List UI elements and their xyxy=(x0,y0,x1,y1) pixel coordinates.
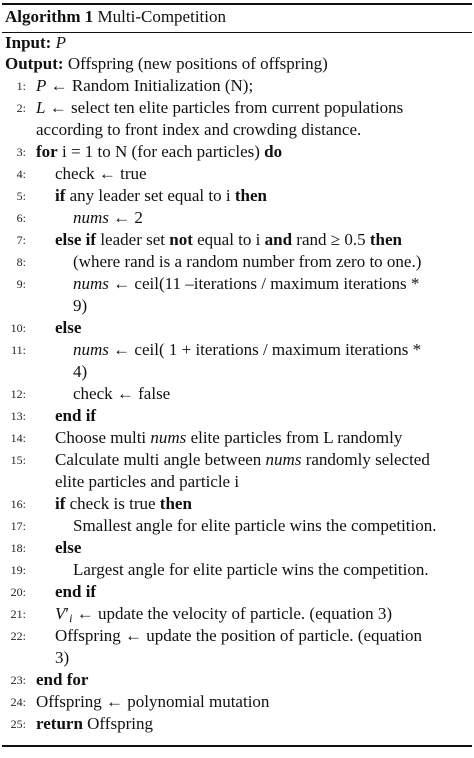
keyword: else xyxy=(55,538,82,557)
line-text xyxy=(36,75,253,97)
line-fragment: ← update the velocity of particle. (equation 3) xyxy=(72,604,393,623)
line-text xyxy=(73,559,429,581)
algorithm-line xyxy=(0,339,474,361)
line-text xyxy=(73,251,421,273)
line-number: 4: xyxy=(16,167,26,181)
line-text xyxy=(55,229,402,251)
line-text xyxy=(55,471,239,493)
keyword: do xyxy=(264,142,283,161)
algorithm-line xyxy=(0,185,474,207)
algorithm-line xyxy=(0,559,474,581)
output-keyword: Output: xyxy=(5,54,64,73)
input-keyword: Input: xyxy=(5,33,52,52)
line-text xyxy=(36,691,269,713)
algorithm-line xyxy=(0,427,474,449)
line-number: 16: xyxy=(10,497,26,511)
algorithm-line xyxy=(0,141,474,163)
line-fragment: 4) xyxy=(73,362,88,381)
keyword: then xyxy=(159,494,192,513)
input-value: P xyxy=(55,33,66,52)
line-fragment: Smallest angle for elite particle wins the competition. xyxy=(73,516,437,535)
line-fragment: according to front index and crowding distance. xyxy=(36,120,362,139)
keyword: else xyxy=(55,318,82,337)
line-number: 22: xyxy=(10,629,26,643)
line-number: 12: xyxy=(10,387,26,401)
keyword: not xyxy=(169,230,193,249)
line-number: 3: xyxy=(16,145,26,159)
line-fragment: nums xyxy=(73,340,109,359)
line-text xyxy=(55,405,96,427)
algorithm-line xyxy=(0,405,474,427)
keyword: if xyxy=(55,494,66,513)
line-number: 18: xyxy=(10,541,26,555)
line-number: 20: xyxy=(10,585,26,599)
line-fragment: Largest angle for elite particle wins the competition. xyxy=(73,560,429,579)
line-text xyxy=(55,449,430,471)
output-value: Offspring (new positions of offspring) xyxy=(67,54,328,73)
line-text xyxy=(55,163,147,185)
line-fragment: ← select ten elite particles from current populations xyxy=(45,98,404,117)
line-text xyxy=(73,383,170,405)
line-number: 7: xyxy=(16,233,26,247)
line-fragment: i = 1 to N (for each particles) xyxy=(57,142,265,161)
line-fragment: V xyxy=(55,604,66,623)
line-fragment: randomly selected xyxy=(301,450,430,469)
keyword: else if xyxy=(55,230,97,249)
line-text xyxy=(55,493,192,515)
line-fragment: Offspring xyxy=(82,714,153,733)
algorithm-line xyxy=(0,449,474,471)
line-text xyxy=(55,647,69,669)
bottom-rule xyxy=(2,745,472,747)
algorithm-line xyxy=(0,295,474,317)
algorithm-line xyxy=(0,251,474,273)
algorithm-line xyxy=(0,383,474,405)
line-text xyxy=(55,537,81,559)
line-fragment: ← ceil( 1 + iterations / maximum iterations * xyxy=(108,340,422,359)
algorithm-line xyxy=(0,669,474,691)
keyword: then xyxy=(369,230,402,249)
keyword: and xyxy=(264,230,293,249)
keyword: then xyxy=(234,186,267,205)
line-text xyxy=(36,119,361,141)
algorithm-line xyxy=(0,691,474,713)
line-fragment: check ← true xyxy=(55,164,147,183)
algorithm-line xyxy=(0,625,474,647)
line-number: 13: xyxy=(10,409,26,423)
algorithm-line xyxy=(0,515,474,537)
line-fragment: Calculate multi angle between xyxy=(55,450,266,469)
line-fragment: nums xyxy=(73,208,109,227)
line-fragment: nums xyxy=(150,428,187,447)
line-number: 19: xyxy=(10,563,26,577)
keyword: end if xyxy=(55,582,97,601)
line-fragment: i xyxy=(69,611,73,625)
line-fragment: ← 2 xyxy=(108,208,143,227)
line-number: 6: xyxy=(16,211,26,225)
line-fragment: ← Random Initialization (N); xyxy=(46,76,254,95)
line-fragment: check is true xyxy=(65,494,160,513)
line-fragment: 9) xyxy=(73,296,88,315)
line-text xyxy=(55,427,402,449)
line-text xyxy=(55,317,81,339)
line-fragment: check ← false xyxy=(73,384,171,403)
algorithm-line xyxy=(0,119,474,141)
line-fragment: nums xyxy=(265,450,302,469)
line-number: 11: xyxy=(11,343,26,357)
line-text xyxy=(73,273,419,295)
line-number: 24: xyxy=(10,695,26,709)
line-fragment: elite particles and particle i xyxy=(55,472,240,491)
line-text xyxy=(55,625,422,647)
line-text xyxy=(73,361,87,383)
line-fragment: Offspring ← polynomial mutation xyxy=(36,692,270,711)
line-number: 8: xyxy=(16,255,26,269)
line-number: 25: xyxy=(10,717,26,731)
output-line xyxy=(5,53,328,75)
algorithm-caption xyxy=(5,6,226,28)
line-fragment: 3) xyxy=(55,648,70,667)
line-text xyxy=(73,295,87,317)
line-text xyxy=(55,581,96,603)
algorithm-label: Algorithm 1 xyxy=(5,7,94,26)
keyword: end if xyxy=(55,406,97,425)
line-fragment: ′ xyxy=(65,604,70,623)
line-fragment: P xyxy=(36,76,47,95)
line-number: 15: xyxy=(10,453,26,467)
line-number: 14: xyxy=(10,431,26,445)
line-fragment: nums xyxy=(73,274,109,293)
algorithm-line xyxy=(0,493,474,515)
line-number: 2: xyxy=(16,101,26,115)
line-fragment: leader set xyxy=(96,230,170,249)
line-number: 9: xyxy=(16,277,26,291)
line-fragment: ← ceil(11 –iterations / maximum iterations * xyxy=(108,274,420,293)
line-text xyxy=(36,713,153,735)
line-text xyxy=(36,669,88,691)
algorithm-lines xyxy=(0,75,474,735)
algorithm-line xyxy=(0,537,474,559)
line-fragment: Offspring ← update the position of particle. (equation xyxy=(55,626,422,645)
input-line xyxy=(5,32,66,54)
line-fragment: equal to i xyxy=(192,230,265,249)
line-number: 23: xyxy=(10,673,26,687)
algorithm-line xyxy=(0,207,474,229)
algorithm-title: Multi-Competition xyxy=(97,7,226,26)
line-number: 17: xyxy=(10,519,26,533)
line-fragment: any leader set equal to i xyxy=(65,186,235,205)
algorithm-line xyxy=(0,603,474,625)
line-fragment: Choose multi xyxy=(55,428,151,447)
keyword: for xyxy=(36,142,58,161)
algorithm-line xyxy=(0,273,474,295)
line-fragment: (where rand is a random number from zero to one.) xyxy=(73,252,422,271)
algorithm-line xyxy=(0,581,474,603)
line-number: 5: xyxy=(16,189,26,203)
algorithm-line xyxy=(0,97,474,119)
line-text xyxy=(73,207,143,229)
keyword: if xyxy=(55,186,66,205)
line-number: 21: xyxy=(10,607,26,621)
algorithm-line xyxy=(0,361,474,383)
line-text xyxy=(73,515,437,537)
algorithm-line xyxy=(0,713,474,735)
keyword: end for xyxy=(36,670,89,689)
algorithm-line xyxy=(0,471,474,493)
line-fragment: L xyxy=(36,98,46,117)
algorithm-line xyxy=(0,647,474,669)
algorithm-line xyxy=(0,317,474,339)
algorithm-line xyxy=(0,75,474,97)
line-text xyxy=(55,185,267,207)
line-number: 1: xyxy=(16,79,26,93)
line-text xyxy=(36,97,403,119)
line-text xyxy=(36,141,282,163)
line-number: 10: xyxy=(10,321,26,335)
algorithm-line xyxy=(0,229,474,251)
line-text xyxy=(73,339,421,361)
keyword: return xyxy=(36,714,83,733)
algorithm-line xyxy=(0,163,474,185)
top-rule xyxy=(2,3,472,5)
line-fragment: elite particles from L randomly xyxy=(186,428,403,447)
caption-rule xyxy=(2,32,472,33)
line-fragment: rand ≥ 0.5 xyxy=(292,230,370,249)
